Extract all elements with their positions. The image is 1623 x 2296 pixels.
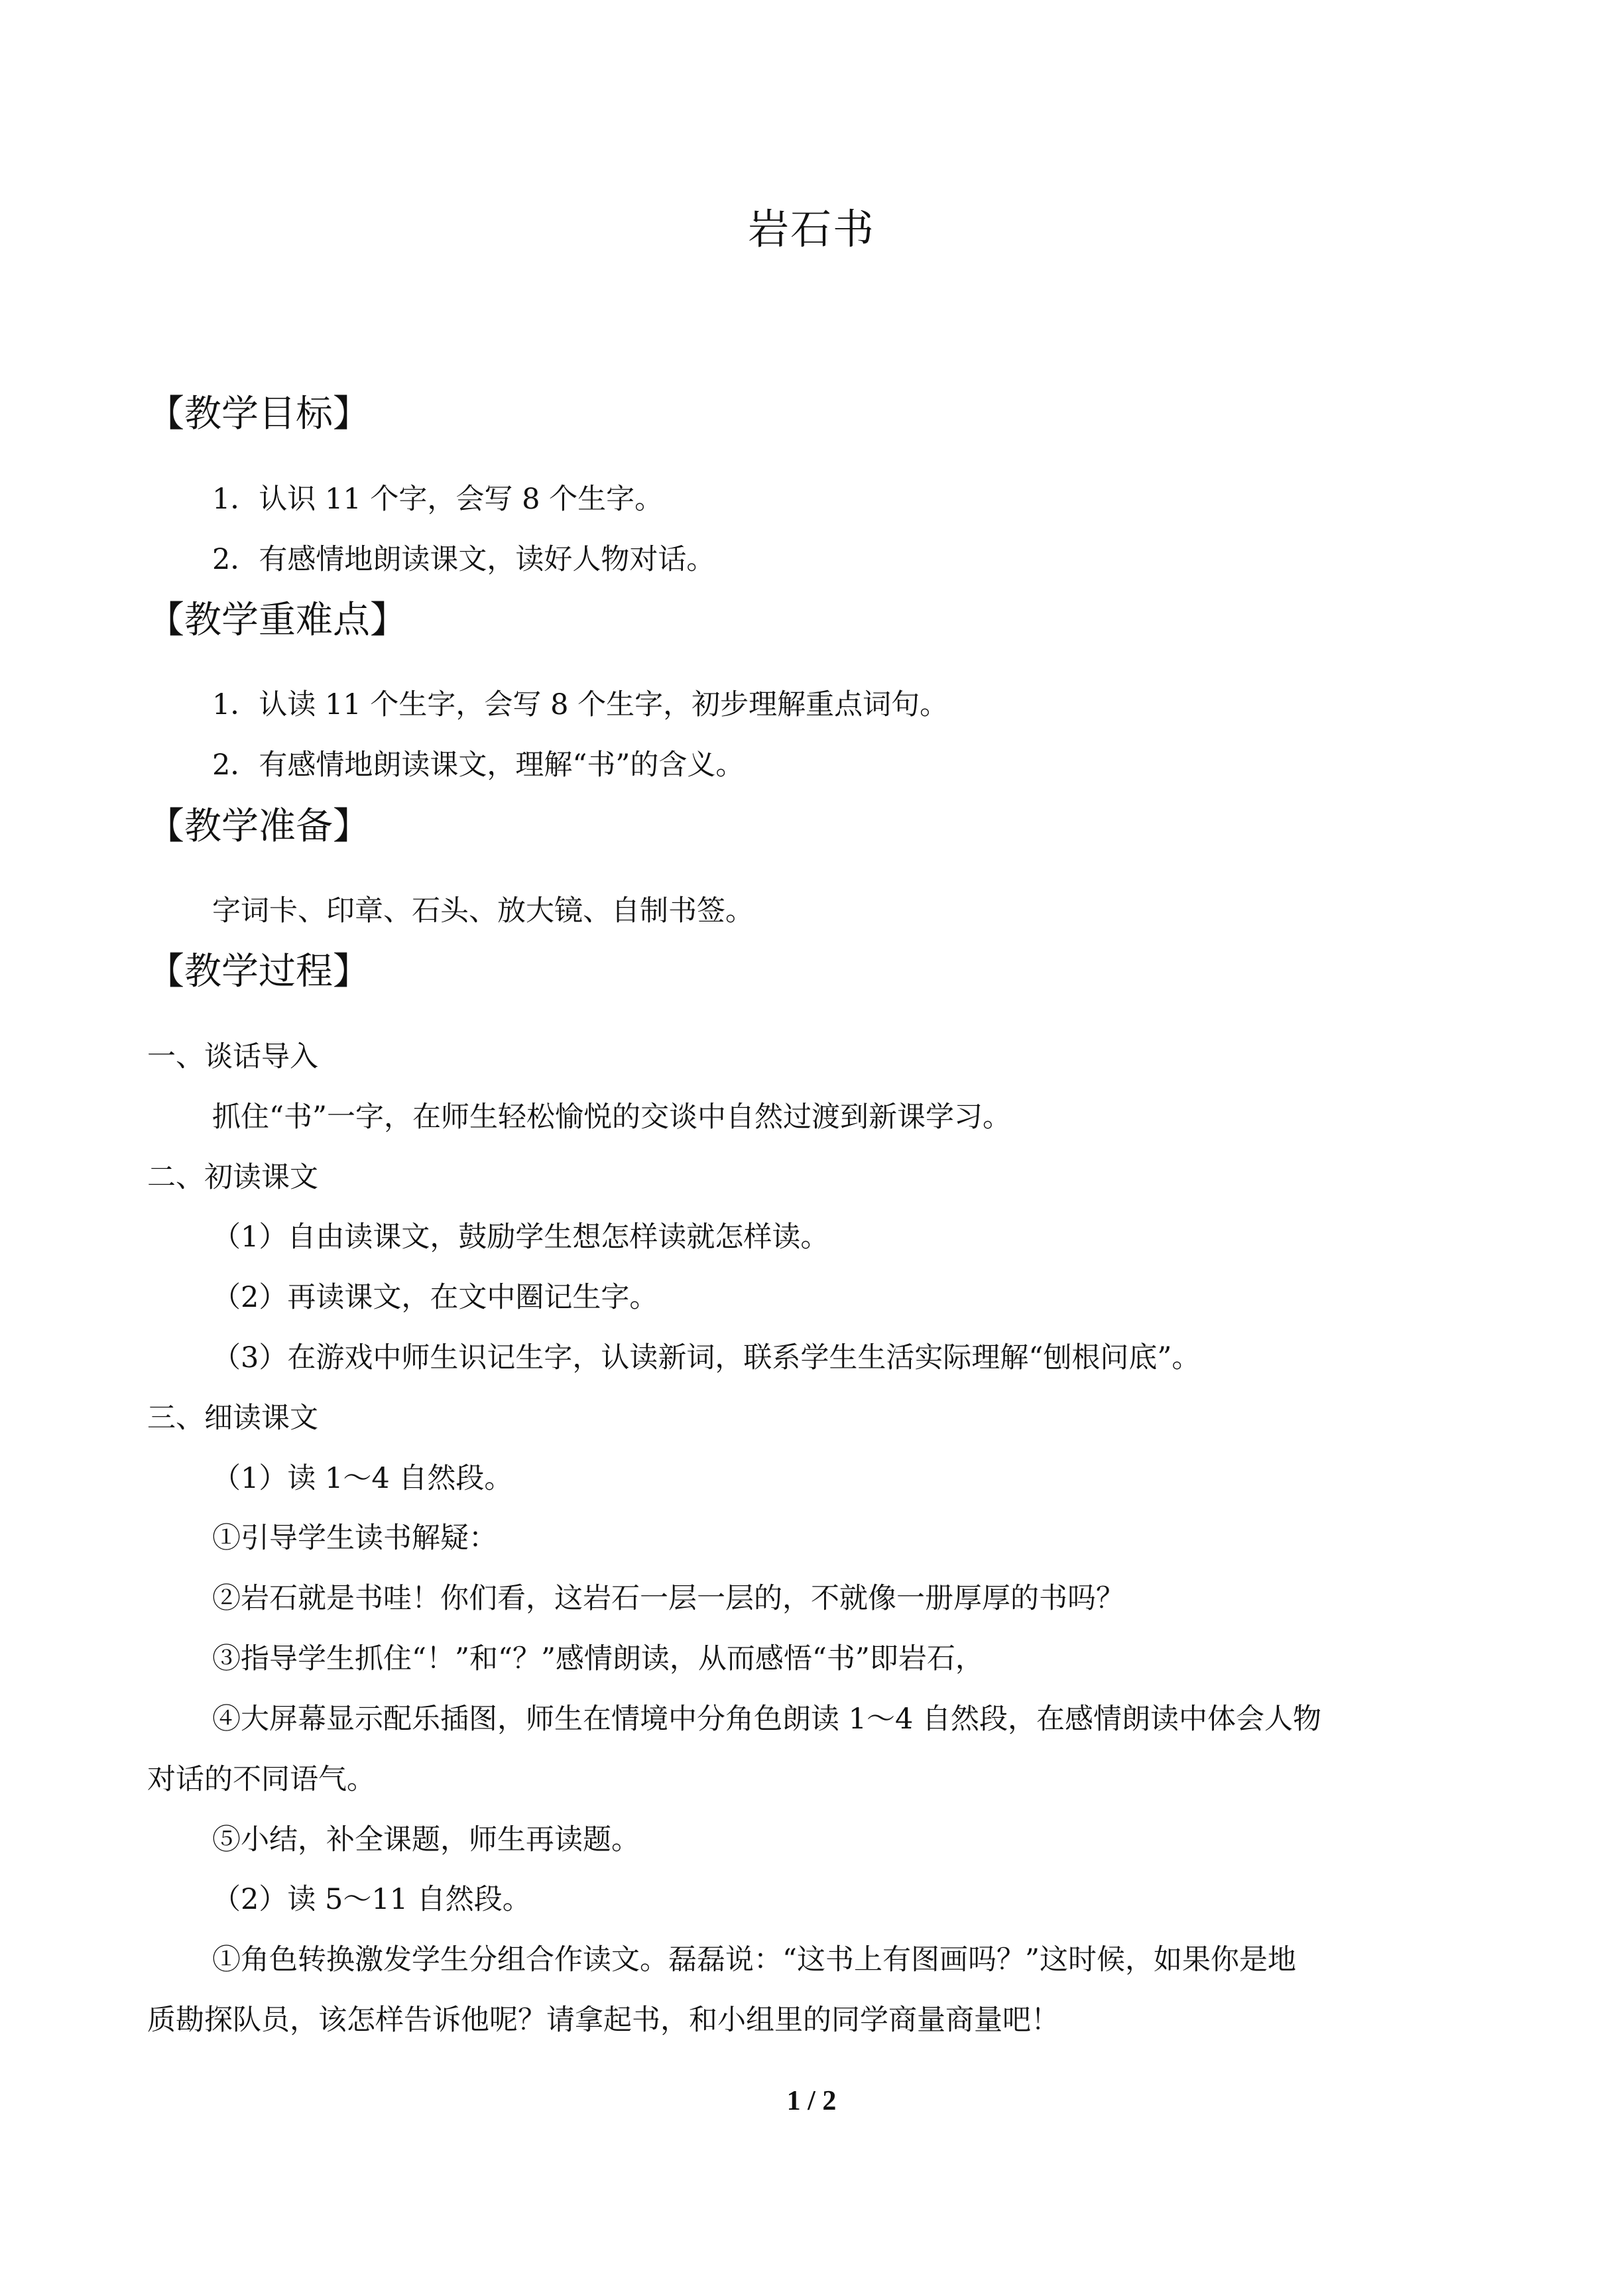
process-line: 抓住“书”一字，在师生轻松愉悦的交谈中自然过渡到新课学习。 [212, 1101, 1011, 1134]
process-line: ①引导学生读书解疑： [212, 1522, 497, 1555]
process-line: ①角色转换激发学生分组合作读文。磊磊说：“这书上有图画吗？”这时候，如果你是地 [212, 1943, 1296, 1976]
process-step-heading: 三、细读课文 [147, 1402, 318, 1435]
page-number: 1 / 2 [786, 2086, 837, 2116]
process-line: ②岩石就是书哇！你们看，这岩石一层一层的，不就像一册厚厚的书吗？ [212, 1582, 1124, 1615]
process-line: （2）再读课文，在文中圈记生字。 [212, 1281, 658, 1314]
process-line: （1）自由读课文，鼓励学生想怎样读就怎样读。 [212, 1221, 829, 1254]
goal-item: 2．有感情地朗读课文，读好人物对话。 [212, 543, 715, 576]
section-heading-goals: 【教学目标】 [147, 393, 370, 436]
process-line: ④大屏幕显示配乐插图，师生在情境中分角色朗读 1～4 自然段，在感情朗读中体会人物 [212, 1703, 1322, 1736]
key-point-item: 2．有感情地朗读课文，理解“书”的含义。 [212, 749, 745, 782]
goal-item: 1．认识 11 个字，会写 8 个生字。 [212, 483, 664, 516]
process-line: （3）在游戏中师生识记生字，认读新词，联系学生生活实际理解“刨根问底”。 [212, 1341, 1201, 1374]
key-point-item: 1．认读 11 个生字，会写 8 个生字，初步理解重点词句。 [212, 688, 949, 721]
process-line: ⑤小结，补全课题，师生再读题。 [212, 1823, 640, 1856]
process-line-continued: 质勘探队员，该怎样告诉他呢？请拿起书，和小组里的同学商量商量吧！ [147, 2004, 1059, 2037]
process-step-heading: 二、初读课文 [147, 1161, 318, 1194]
section-heading-key-points: 【教学重难点】 [147, 599, 407, 642]
document-title: 岩石书 [747, 205, 875, 253]
process-line: ③指导学生抓住“！”和“？”感情朗读，从而感悟“书”即岩石， [212, 1642, 984, 1675]
preparation-item: 字词卡、印章、石头、放大镜、自制书签。 [212, 894, 754, 928]
process-line-continued: 对话的不同语气。 [147, 1763, 375, 1796]
process-step-heading: 一、谈话导入 [147, 1040, 318, 1073]
process-line: （2）读 5～11 自然段。 [212, 1883, 531, 1916]
section-heading-preparation: 【教学准备】 [147, 805, 370, 848]
section-heading-process: 【教学过程】 [147, 950, 370, 993]
process-line: （1）读 1～4 自然段。 [212, 1462, 513, 1495]
